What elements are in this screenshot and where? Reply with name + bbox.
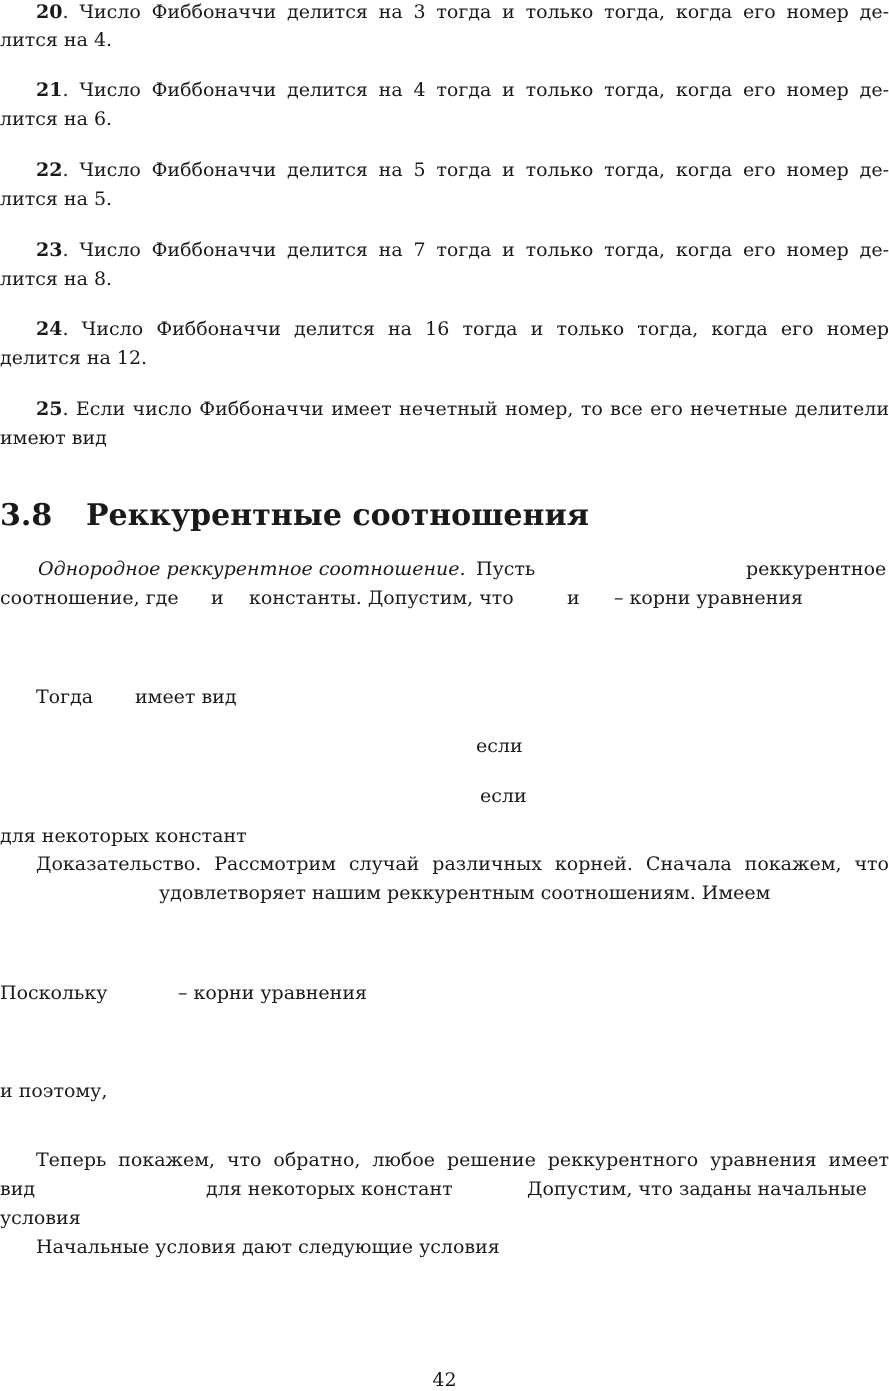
problem-24-line2: делится на 12. bbox=[0, 347, 148, 369]
page-number: 42 bbox=[432, 1369, 457, 1391]
problem-22-line1: 22. Число Фиббоначчи делится на 5 тогда и только тогда, когда его номер де- bbox=[36, 159, 889, 181]
term-italic: Однородное реккурентное соотношение. bbox=[38, 558, 466, 580]
text-fragment: константы. Допустим, что bbox=[249, 587, 514, 609]
section-title: Реккурентные соотношения bbox=[86, 498, 589, 533]
text-fragment: для некоторых констант bbox=[206, 1178, 453, 1200]
proof-line-1: Доказательство. Рассмотрим случай различных корней. Сначала покажем, что bbox=[36, 853, 889, 875]
text-fragment: и bbox=[211, 587, 224, 609]
text-fragment: Тогда bbox=[36, 686, 94, 708]
text-fragment: и поэтому, bbox=[0, 1080, 108, 1102]
problem-number: 21 bbox=[36, 79, 63, 101]
problem-number: 20 bbox=[36, 1, 63, 23]
case-if-2: если bbox=[480, 785, 527, 807]
problem-number: 22 bbox=[36, 159, 63, 181]
text-fragment: – корни уравнения bbox=[614, 587, 803, 609]
problem-24-line1: 24. Число Фиббоначчи делится на 16 тогда и только тогда, когда его номер bbox=[36, 318, 889, 340]
problem-25-line1: 25. Если число Фиббоначчи имеет нечетный номер, то все его нечетные делители bbox=[36, 398, 889, 420]
problem-23-line1: 23. Число Фиббоначчи делится на 7 тогда и только тогда, когда его номер де- bbox=[36, 239, 889, 261]
proof-line-2: удовлетворяет нашим реккурентным соотношениям. Имеем bbox=[159, 882, 771, 904]
problem-number: 25 bbox=[36, 398, 63, 420]
text-fragment: Допустим, что заданы начальные bbox=[527, 1178, 867, 1200]
text-fragment: Поскольку bbox=[0, 982, 108, 1004]
problem-21-line1: 21. Число Фиббоначчи делится на 4 тогда и только тогда, когда его номер де- bbox=[36, 79, 889, 101]
text-fragment: реккурентное bbox=[746, 558, 887, 580]
problem-number: 23 bbox=[36, 239, 63, 261]
text-fragment: соотношение, где bbox=[0, 587, 179, 609]
text-fragment: – корни уравнения bbox=[178, 982, 367, 1004]
text-fragment: Пусть bbox=[476, 558, 536, 580]
problem-20-line1: 20. Число Фиббоначчи делится на 3 тогда и только тогда, когда его номер де- bbox=[36, 1, 889, 23]
converse-line-1: Теперь покажем, что обратно, любое решение реккурентного уравнения имеет bbox=[36, 1149, 889, 1171]
text-fragment: имеет вид bbox=[135, 686, 237, 708]
problem-25-line2: имеют вид bbox=[0, 427, 107, 449]
problem-21-line2: лится на 6. bbox=[0, 108, 113, 130]
case-if-1: если bbox=[476, 735, 523, 757]
text-fragment: вид bbox=[0, 1178, 36, 1200]
problem-22-line2: лится на 5. bbox=[0, 188, 113, 210]
problem-number: 24 bbox=[36, 318, 63, 340]
problem-20-line2: лится на 4. bbox=[0, 29, 113, 51]
text-fragment: и bbox=[567, 587, 580, 609]
text-fragment: Начальные условия дают следующие условия bbox=[36, 1236, 500, 1258]
text-fragment: условия bbox=[0, 1207, 81, 1229]
text-fragment: для некоторых констант bbox=[0, 825, 247, 847]
section-number: 3.8 bbox=[0, 498, 53, 533]
problem-23-line2: лится на 8. bbox=[0, 268, 113, 290]
